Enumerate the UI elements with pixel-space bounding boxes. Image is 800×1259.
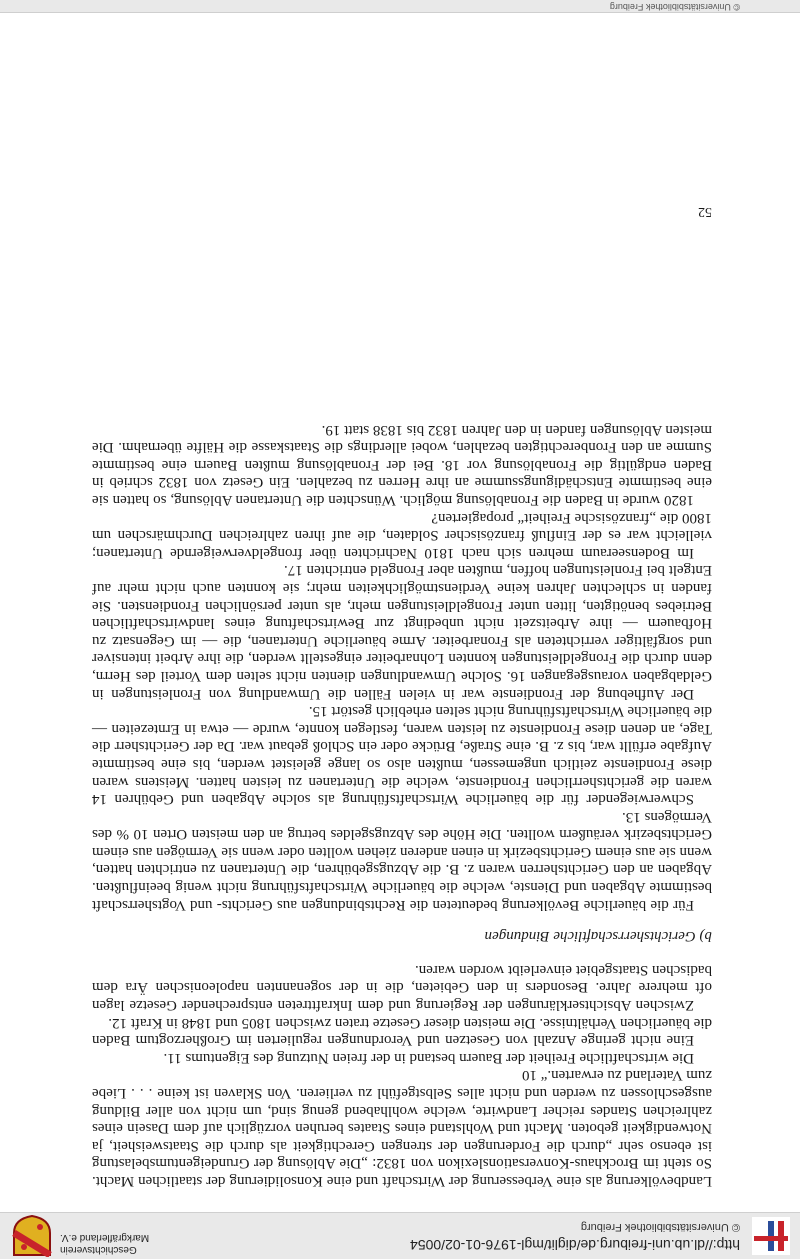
paragraph: Landbevölkerung als eine Verbesserung der Wirtschaft und eine Konsolidierung der staatlichen Macht. So steht im Brockhaus-Konversationslexikon von 1832: „Die Ablösung der Grundeigentumsbelastung ist ebenso sehr „durch die Forderungen der strengen Gerechtigkeit als durch die Staatsweisheit, ja Notwendigkeit geboten. Macht und Wohlstand eines Staates beruhen vorzüglich auf dem Dasein eines zahlreichen Standes reicher Landwirte, welche wohlhabend genug sind, um nicht von aller Bildung ausgeschlossen zu werden und nicht alles Selbstgefühl zu verlieren. Von Sklaven ist keine . . . Liebe zum Vaterland zu erwarten.“ 10 [92, 1067, 712, 1189]
page-number: 52 [698, 204, 712, 219]
paragraph: Eine nicht geringe Anzahl von Gesetzen und Verordnungen regulierten im Großherzogtum Baden die bäuerlichen Verhältnisse. Die meisten dieser Gesetze traten zwischen 1805 und 1848 in Kraft 12. [92, 1014, 712, 1049]
society-crest-icon [12, 1215, 52, 1257]
document-body [92, 420, 712, 1189]
paragraph: Schwerwiegender für die bäuerliche Wirtschaftsführung als solche Abgaben und Gebühren 14 waren die gerichtsherrlichen Frondienste, welche die Untertanen zu leisten hatten. Meistens waren diese Frondienste zeitlich ungemessen, mußten also so lange geleistet werden, bis eine bestimmte Aufgabe erfüllt war, bis z. B. eine Straße, Brücke oder ein Schloß gebaut war. Da der Gerichtsherr die Tage, an denen diese Frondienste zu leisten waren, festlegen konnte, wurde — etwa in Erntezeiten — die bäuerliche Wirtschaftsführung nicht selten erheblich gestört 15. [92, 703, 712, 808]
footer-bar [0, 0, 800, 13]
page-url[interactable]: http://dl.ub.uni-freiburg.de/diglit/mgl-1976-01-02/0054 [410, 1237, 740, 1253]
footer-copyright: © Universitätsbibliothek Freiburg [609, 2, 740, 12]
paragraphs-before-heading [92, 960, 712, 1189]
paragraph: Die wirtschaftliche Freiheit der Bauern bestand in der freien Nutzung des Eigentums 11. [163, 1049, 694, 1066]
header-bar [0, 1212, 800, 1259]
university-crest-icon [752, 1217, 790, 1255]
section-heading: b) Gerichtsherrschaftliche Bindungen [484, 928, 712, 945]
society-name: Geschichtsverein Markgräflerland e.V. [60, 1232, 150, 1255]
paragraphs-after-heading [92, 420, 712, 913]
paragraph: Im Bodenseeraum mehren sich nach 1810 Nachrichten über frongeldverweigernde Untertanen; vielleicht war es der Einfluß französischer Soldaten, die auf ihren zahlreichen Durchmärschen um 1800 die „französische Freiheit“ propagierten? [92, 509, 712, 561]
paragraph: Der Aufhebung der Frondienste war in vielen Fällen die Umwandlung von Fronleistungen in Geldabgaben vorausgegangen 16. Solche Umwandlungen dienten nicht selten dem Vorteil des Herrn, denn durch die Frongeldleistungen konnten Lohnarbeiter eingestellt werden, die ihre Arbeit intensiver und sorgfältiger verrichteten als Fronarbeiter. Arme bäuerliche Untertanen, die — im Gegensatz zu Hofbauern — ihre Arbeitszeit nicht unbedingt zur Bewirtschaftung eines landwirtschaftlichen Betriebes benötigten, litten unter Frongeldleistungen mehr, als unter persönlichen Frondiensten. Sie fanden in schlechten Jahren keine Verdienstmöglichkeiten mehr; sie konnten auch nicht mehr auf Entgelt bei Fronleistungen hoffen, mußten aber Frongeld entrichten 17. [92, 562, 712, 702]
copyright-text: © Universitätsbibliothek Freiburg [580, 1221, 740, 1233]
paragraph: Für die bäuerliche Bevölkerung bedeuteten die Rechtsbindungen aus Gerichts- und Vogtsherrschaft bestimmte Abgaben und Dienste, welche die bäuerliche Wirtschaftsführung nicht wenig beeinflußten. Abgaben an den Gerichtsherren waren z. B. die Abzugsgebühren, die Untertanen zu entrichten hatten, wenn sie aus einem Gerichtsbezirk in einen anderen ziehen wollten oder wenn sie Vermögen aus einem Gerichtsbezirk veräußern wollten. Die Höhe des Abzugsgeldes betrug an den meisten Orten 10 % des Vermögens 13. [92, 808, 712, 913]
paragraph: 1820 wurde in Baden die Fronablösung möglich. Wünschten die Untertanen Ablösung, so hatten sie eine bestimmte Entschädigungssumme an ihre Herren zu bezahlen. Ein Gesetz von 1832 schrieb in Baden endgültig die Fronablösung vor 18. Bei der Fronablösung mußten Bauern eine bestimmte Summe an den Fronberechtigten bezahlen, wobei allerdings die Staatskasse die Hälfte übernahm. Die meisten Ablösungen fanden in den Jahren 1832 bis 1838 statt 19. [92, 421, 712, 509]
paragraph: Zwischen Absichtserklärungen der Regierung und dem Inkrafttreten entsprechender Gesetze lagen oft mehrere Jahre. Besonders in den Gebieten, die in der sogenannten napoleonischen Ära dem badischen Staatsgebiet einverleibt worden waren. [92, 961, 712, 1014]
